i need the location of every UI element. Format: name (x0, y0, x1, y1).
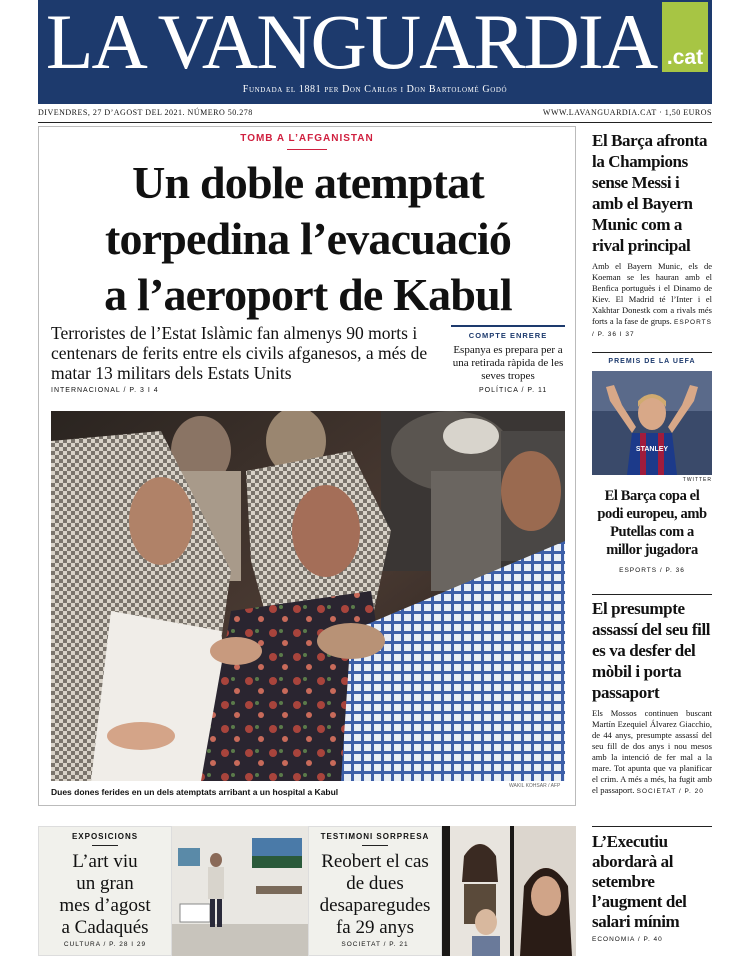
compte-enrere-box[interactable] (451, 325, 565, 383)
lead-caption: Dues dones ferides en un dels atemptats arribant a un hospital a Kabul (51, 787, 339, 797)
domain-badge: .cat (662, 2, 708, 72)
teaser-headline-line: a Cadaqués (61, 917, 149, 938)
teaser-headline-line: un gran (76, 873, 134, 894)
teaser-section[interactable]: SOCIETAT / P. 21 (341, 941, 409, 948)
teaser-section[interactable]: CULTURA / P. 28 I 29 (63, 941, 147, 948)
headline-line: a l’aeroport de Kabul (104, 269, 512, 320)
sidebar-story-barca-champions[interactable] (592, 130, 712, 340)
uefa-photo-credit: TWITTER (682, 477, 712, 483)
teaser-exposicions[interactable] (38, 826, 172, 956)
compte-section[interactable]: POLÍTICA / P. 11 (479, 387, 548, 394)
sidebar-story-murder-suspect[interactable] (592, 598, 712, 797)
story-section[interactable]: ESPORTS / P. 36 (619, 567, 685, 574)
sidebar-divider (592, 594, 712, 595)
jersey-sponsor: STANLEY (635, 446, 669, 453)
story-body: Els Mossos continuen buscant Martín Ezequiel Álvarez Giacchio, de 44 anys, presumpte assassí del seu fill de dos anys i nou mesos amb la intenció de fer mal a la mare. Tot apunta que va planificar el crim. A més a més, ha fugit amb el passaport. SOCIETAT / P. 20 (592, 708, 712, 795)
putellas-photo[interactable] (592, 371, 712, 475)
lead-kicker: TOMB A L’AFGANISTAN (240, 133, 374, 144)
teaser-headline-line: L’art viu (72, 851, 138, 872)
teaser-divider (92, 845, 118, 846)
story-body: Amb el Bayern Munic, els de Koeman se les hauran amb el Benfica portuguès i el Dinamo de Kiev. El Madrid té l’Inter i el Xakhtar Donestk com a rivals més forts a la fase de grups. ESPORTS / P. 36 I 37 (592, 261, 712, 338)
lead-photo[interactable] (51, 411, 565, 781)
founded-line: Fundada el 1881 per Don Carlos i Don Bartolomé Godó (242, 84, 508, 95)
teaser-headline[interactable] (309, 851, 441, 939)
teaser-headline-line: fa 29 anys (335, 917, 415, 938)
teaser-testimoni[interactable] (308, 826, 442, 956)
missing-girls-portraits (442, 826, 576, 956)
website-price: WWW.LAVANGUARDIA.CAT · 1,50 EUROS (542, 108, 712, 117)
lead-story[interactable] (38, 126, 576, 806)
newspaper-logo[interactable]: LA VANGUARDIA (45, 0, 657, 85)
story-headline[interactable]: El presumpte assassí del seu fill es va desfer del mòbil i porta passaport (592, 599, 711, 702)
issue-date: DIVENDRES, 27 D’AGOST DEL 2021. NÚMERO 50.278 (38, 108, 253, 117)
lead-photo-credit: WAKIL KOHSAR / AFP (509, 783, 561, 789)
top-rule (38, 122, 712, 123)
sidebar-divider (592, 826, 712, 827)
sidebar-story-minimum-wage[interactable] (592, 832, 712, 943)
teaser-kicker: TESTIMONI SORPRESA (320, 832, 430, 841)
gallery-photo[interactable] (172, 826, 308, 956)
compte-text: Espanya es prepara per a una retirada ràpida de les seves tropes (452, 344, 564, 382)
story-section[interactable]: ESPORTS / P. 36 I 37 (592, 319, 712, 338)
teaser-kicker: EXPOSICIONS (71, 832, 139, 841)
injured-women-photo (51, 411, 565, 781)
lead-headline[interactable] (49, 155, 567, 323)
headline-line: torpedina l’evacuació (104, 213, 512, 264)
teaser-divider (362, 845, 388, 846)
masthead (38, 0, 712, 104)
lead-subhead: Terroristes de l’Estat Islàmic fan almenys 90 morts i centenars de ferits entre els civils afganesos, a més de matar 13 militars dels Estats Units (51, 323, 428, 383)
story-section[interactable]: ECONOMIA / P. 40 (592, 936, 663, 943)
player-photo (592, 371, 712, 475)
teaser-headline-line: Reobert el cas (321, 851, 429, 872)
cadaques-gallery-photo (172, 826, 308, 956)
missing-girls-photo[interactable] (442, 826, 576, 956)
teaser-headline-line: de dues (346, 873, 404, 894)
sidebar-divider (592, 352, 712, 353)
compte-kicker: COMPTE ENRERE (468, 331, 548, 340)
teaser-headline-line: mes d’agost (59, 895, 151, 916)
uefa-kicker: PREMIS DE LA UEFA (608, 358, 696, 365)
teaser-headline-line: desaparegudes (319, 895, 431, 916)
story-headline[interactable]: El Barça copa el podi europeu, amb Putellas com a millor jugadora (597, 488, 707, 558)
story-headline[interactable]: El Barça afronta la Champions sense Messi i amb el Bayern Munic com a rival principal (592, 131, 708, 255)
sidebar-story-uefa-awards[interactable] (592, 358, 712, 574)
headline-line: Un doble atemptat (132, 157, 484, 208)
lead-section[interactable]: INTERNACIONAL / P. 3 I 4 (51, 387, 159, 394)
story-section[interactable]: SOCIETAT / P. 20 (636, 788, 704, 795)
story-headline[interactable]: L’Executiu abordarà al setembre l’augment del salari mínim (592, 832, 687, 931)
dateline (38, 108, 712, 122)
teaser-headline[interactable] (39, 851, 171, 939)
kicker-divider (287, 149, 327, 150)
